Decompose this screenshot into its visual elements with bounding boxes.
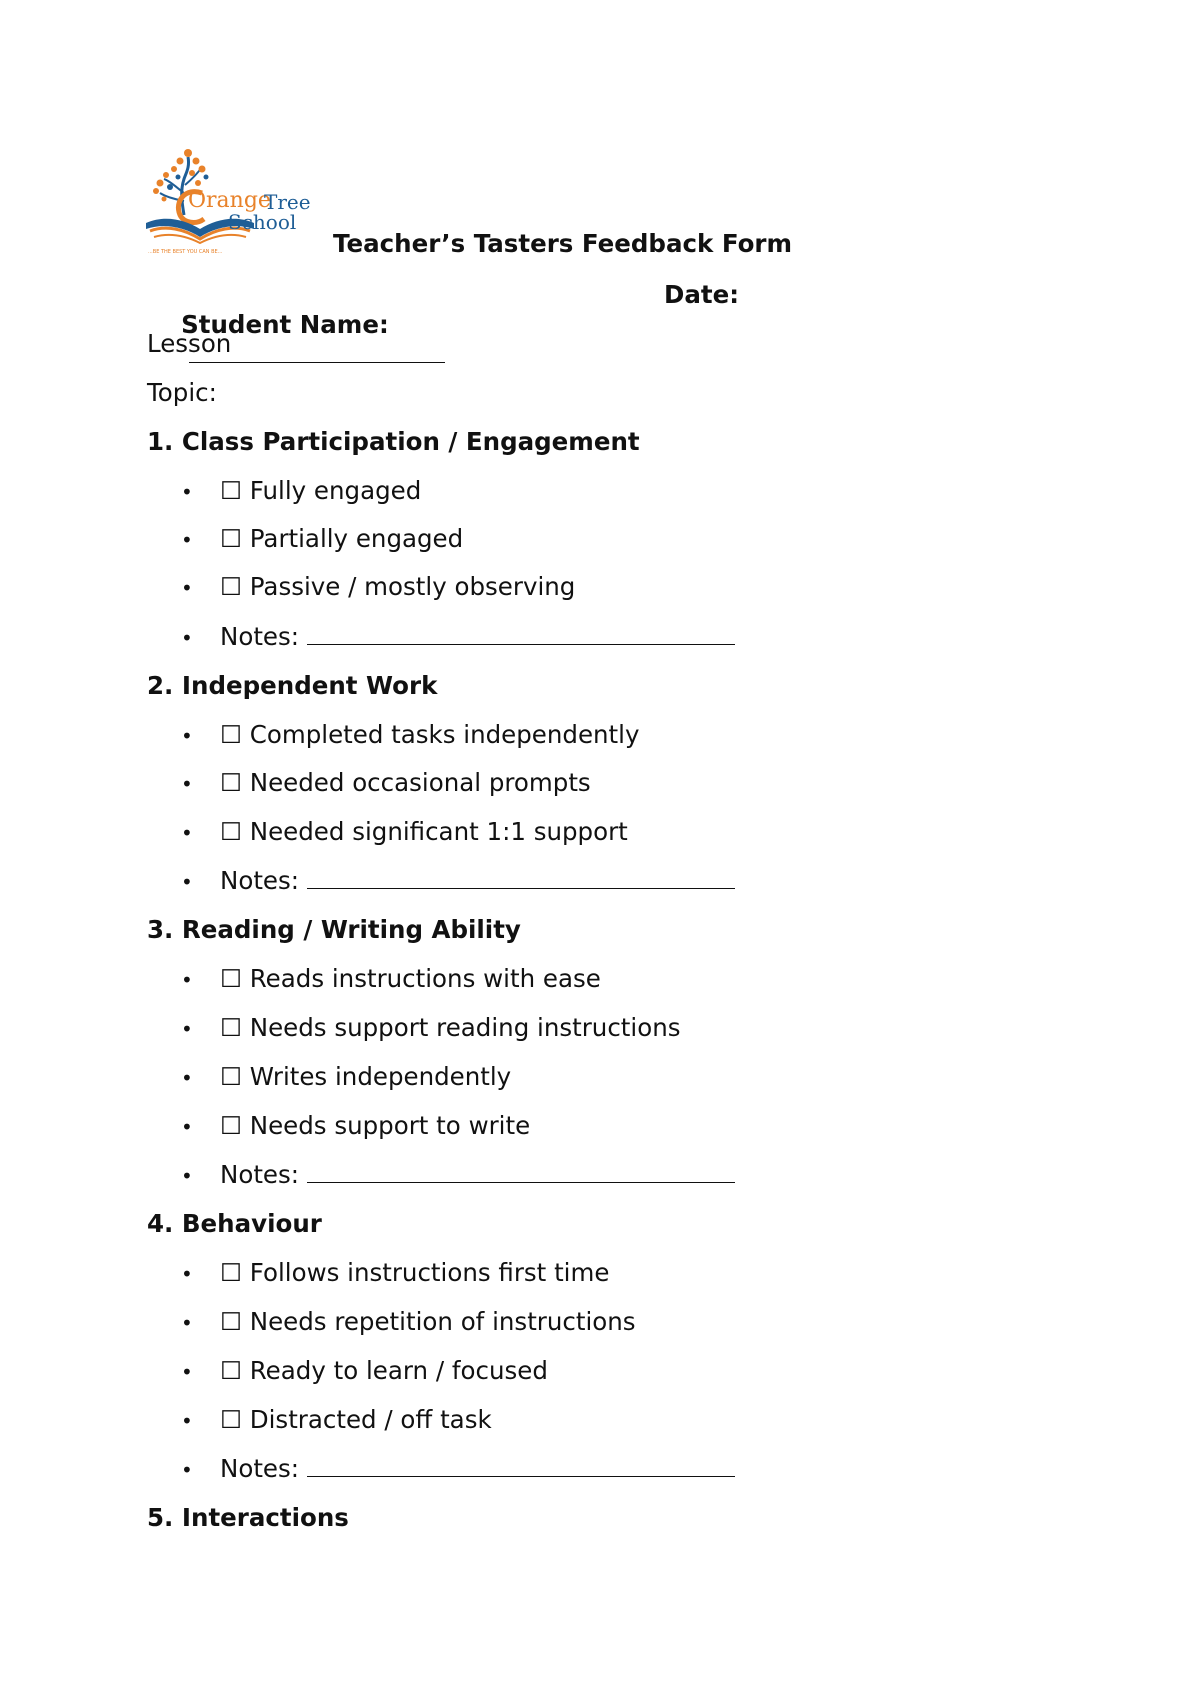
bullet-icon: •: [181, 1115, 193, 1139]
bullet-icon: •: [181, 1360, 193, 1384]
bullet-icon: •: [181, 528, 193, 552]
bullet-icon: •: [181, 480, 193, 504]
notes-field[interactable]: [307, 866, 735, 889]
option-label: ☐ Needs support to write: [220, 1111, 531, 1140]
notes-field[interactable]: [307, 1160, 735, 1183]
option-label: ☐ Writes independently: [220, 1062, 512, 1091]
notes-row: [181, 1454, 735, 1485]
section-heading: 5. Interactions: [147, 1503, 349, 1532]
bullet-icon: •: [181, 1262, 193, 1286]
checkbox-option[interactable]: [181, 1258, 609, 1289]
checkbox-option[interactable]: [181, 817, 628, 848]
notes-row: [181, 1160, 735, 1191]
option-label: ☐ Follows instructions first time: [220, 1258, 610, 1287]
option-label: ☐ Needs support reading instructions: [220, 1013, 681, 1042]
option-label: ☐ Fully engaged: [220, 476, 422, 505]
date-label: Date:: [664, 280, 739, 309]
option-label: ☐ Passive / mostly observing: [220, 572, 576, 601]
checkbox-option[interactable]: [181, 720, 639, 751]
checkbox-option[interactable]: [181, 1405, 492, 1436]
svg-text:School: School: [228, 210, 297, 234]
svg-text:Orange: Orange: [188, 188, 271, 213]
checkbox-option[interactable]: [181, 476, 421, 507]
checkbox-option[interactable]: [181, 572, 575, 603]
svg-text:Tree: Tree: [264, 190, 311, 214]
bullet-icon: •: [181, 968, 193, 992]
checkbox-option[interactable]: [181, 768, 591, 799]
checkbox-option[interactable]: [181, 1307, 636, 1338]
notes-field[interactable]: [307, 1454, 735, 1477]
bullet-icon: •: [181, 1311, 193, 1335]
checkbox-option[interactable]: [181, 1111, 530, 1142]
notes-label: Notes:: [220, 622, 300, 651]
option-label: ☐ Partially engaged: [220, 524, 464, 553]
bullet-icon: •: [181, 1017, 193, 1041]
checkbox-option[interactable]: [181, 524, 463, 555]
bullet-icon: •: [181, 626, 193, 650]
notes-label: Notes:: [220, 1160, 300, 1189]
section-heading: 3. Reading / Writing Ability: [147, 915, 521, 944]
checkbox-option[interactable]: [181, 964, 601, 995]
notes-field[interactable]: [307, 622, 735, 645]
notes-label: Notes:: [220, 866, 300, 895]
school-logo: [144, 143, 311, 259]
bullet-icon: •: [181, 1458, 193, 1482]
section-heading: 2. Independent Work: [147, 671, 438, 700]
option-label: ☐ Needed significant 1:1 support: [220, 817, 628, 846]
bullet-icon: •: [181, 1409, 193, 1433]
option-label: ☐ Distracted / off task: [220, 1405, 492, 1434]
checkbox-option[interactable]: [181, 1062, 511, 1093]
bullet-icon: •: [181, 821, 193, 845]
notes-row: [181, 622, 735, 653]
student-name-label: Student Name:: [181, 310, 389, 339]
bullet-icon: •: [181, 1066, 193, 1090]
form-title: Teacher’s Tasters Feedback Form: [333, 229, 793, 258]
bullet-icon: •: [181, 724, 193, 748]
svg-text:...BE THE BEST YOU CAN BE...: ...BE THE BEST YOU CAN BE...: [148, 249, 223, 255]
option-label: ☐ Needed occasional prompts: [220, 768, 591, 797]
checkbox-option[interactable]: [181, 1356, 548, 1387]
option-label: ☐ Ready to learn / focused: [220, 1356, 548, 1385]
option-label: ☐ Needs repetition of instructions: [220, 1307, 636, 1336]
bullet-icon: •: [181, 1164, 193, 1188]
section-heading: 1. Class Participation / Engagement: [147, 427, 640, 456]
notes-label: Notes:: [220, 1454, 300, 1483]
lesson-label: Lesson: [147, 329, 232, 358]
section-heading: 4. Behaviour: [147, 1209, 322, 1238]
bullet-icon: •: [181, 870, 193, 894]
option-label: ☐ Reads instructions with ease: [220, 964, 601, 993]
notes-row: [181, 866, 735, 897]
option-label: ☐ Completed tasks independently: [220, 720, 640, 749]
bullet-icon: •: [181, 772, 193, 796]
checkbox-option[interactable]: [181, 1013, 681, 1044]
bullet-icon: •: [181, 576, 193, 600]
topic-label: Topic:: [147, 378, 217, 407]
